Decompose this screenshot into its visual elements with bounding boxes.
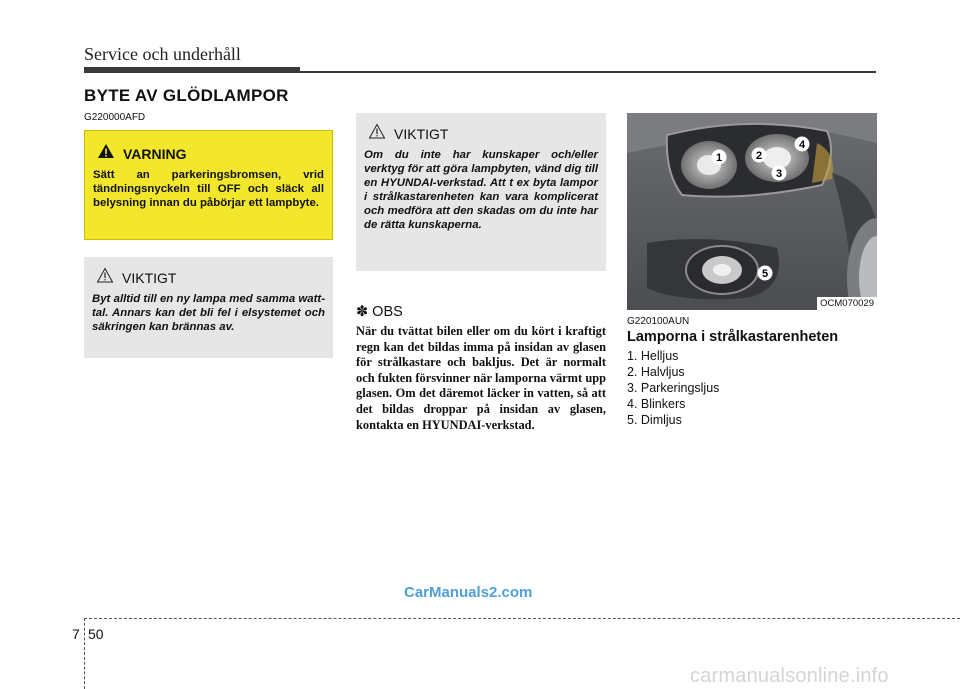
lamps-code: G220100AUN [627,316,690,327]
chapter-number: 7 [72,626,80,642]
callout-3 [771,165,787,186]
callout-5 [757,265,773,286]
svg-text:2: 2 [755,150,763,162]
svg-text:3: 3 [775,168,783,180]
callout-2 [751,147,767,168]
caution-triangle-icon [368,123,386,144]
caution-label-1: VIKTIGT [122,269,177,286]
section-code: G220000AFD [84,112,146,123]
svg-text:4: 4 [798,139,806,151]
lamps-title: Lamporna i strålkastarenheten [627,329,839,345]
obs-text: När du tvättat bilen eller om du kört i kraftigt regn kan det bildas imma på insidan av glasen för strålkastare och bakljus. Det är normalt och fukten försvinner när lamporna värmt upp glasen. Om det däremot läcker in vatten, så att det bildas droppar på insidan av glasen, kontakta en HYUNDAI-verkstad. [356,324,606,432]
list-item: 1. Helljus [627,349,679,363]
watermark-site: carmanualsonline.info [690,665,889,687]
header-bar [84,67,300,73]
list-item: 5. Dimljus [627,413,682,427]
page-header-title: Service och underhåll [84,44,241,64]
list-item: 3. Parkeringsljus [627,381,720,395]
footer-divider [84,618,85,689]
page-number: 50 [88,626,104,642]
header-rule [300,71,876,73]
callout-1 [711,149,727,170]
headlamp-figure [627,113,877,310]
footer-rule [84,618,960,619]
caution-label-2: VIKTIGT [394,125,449,142]
caution-box-2 [356,113,606,271]
caution-box-1 [84,257,333,358]
section-title: BYTE AV GLÖDLAMPOR [84,86,289,105]
obs-title: ✽ OBS [356,304,403,320]
svg-text:5: 5 [761,268,769,280]
headlamp-illustration [627,113,877,310]
warning-box [84,130,333,240]
caution-text-2: Om du inte har kunskaper och/eller verktyg för att göra lampbyten, vänd dig till en HYUNDAI-verkstad. Att t ex byta lampor i strålkastarenheten kan vara komplicerat och medföra att den skadas om du inte har de rätta kunskaperna. [364,149,598,231]
figure-code: OCM070029 [817,297,877,310]
lamps-list [627,348,719,428]
callout-4 [794,136,810,157]
warning-text: Sätt an parkeringsbromsen, vrid tändningsnyckeln till OFF och släck all belysning innan du påbörjar ett lampbyte. [93,169,324,209]
list-item: 2. Halvljus [627,365,685,379]
warning-triangle-icon [97,143,115,164]
list-item: 4. Blinkers [627,397,686,411]
watermark-link[interactable]: CarManuals2.com [404,584,533,601]
caution-triangle-icon [96,267,114,288]
caution-text-1: Byt alltid till en ny lampa med samma watt-tal. Annars kan det bli fel i elsystemet och säkringen kan brännas av. [92,293,325,333]
svg-text:1: 1 [715,152,723,164]
warning-label: VARNING [123,145,187,162]
